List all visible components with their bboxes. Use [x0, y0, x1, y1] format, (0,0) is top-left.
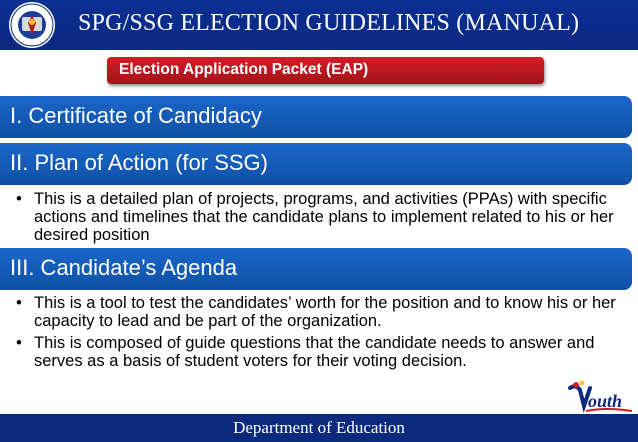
- bullet-item: [16, 334, 616, 370]
- section-3-bullets: [16, 294, 616, 374]
- section-2-heading: II. Plan of Action (for SSG): [0, 143, 632, 185]
- bullet-text: This is a detailed plan of projects, programs, and activities (PPAs) with specific actions and timelines that the candidate plans to implement related to his or her desired position: [34, 190, 614, 244]
- section-3-heading: III. Candidate’s Agenda: [0, 248, 632, 290]
- header-bar: [0, 0, 638, 50]
- deped-seal-icon: [8, 1, 56, 49]
- section-2-bullets: [16, 190, 616, 248]
- bullet-text: This is a tool to test the candidates’ worth for the position and to know his or her capacity to lead and be part of the organization.: [34, 294, 616, 330]
- footer: Department of Education: [0, 414, 638, 442]
- bullet-text: This is composed of guide questions that the candidate needs to answer and serves as a basis of student voters for their voting decision.: [34, 334, 595, 370]
- youth-logo: [566, 380, 636, 416]
- bullet-item: [16, 190, 616, 244]
- bullet-item: [16, 294, 616, 330]
- bullet-symbol: •: [16, 190, 22, 208]
- svg-text:outh: outh: [588, 391, 623, 411]
- bullet-symbol: •: [16, 294, 22, 312]
- eap-badge: Election Application Packet (EAP): [107, 57, 544, 84]
- section-1-heading: I. Certificate of Candidacy: [0, 96, 632, 138]
- bullet-symbol: •: [16, 334, 22, 352]
- header-title: SPG/SSG ELECTION GUIDELINES (MANUAL): [78, 10, 580, 36]
